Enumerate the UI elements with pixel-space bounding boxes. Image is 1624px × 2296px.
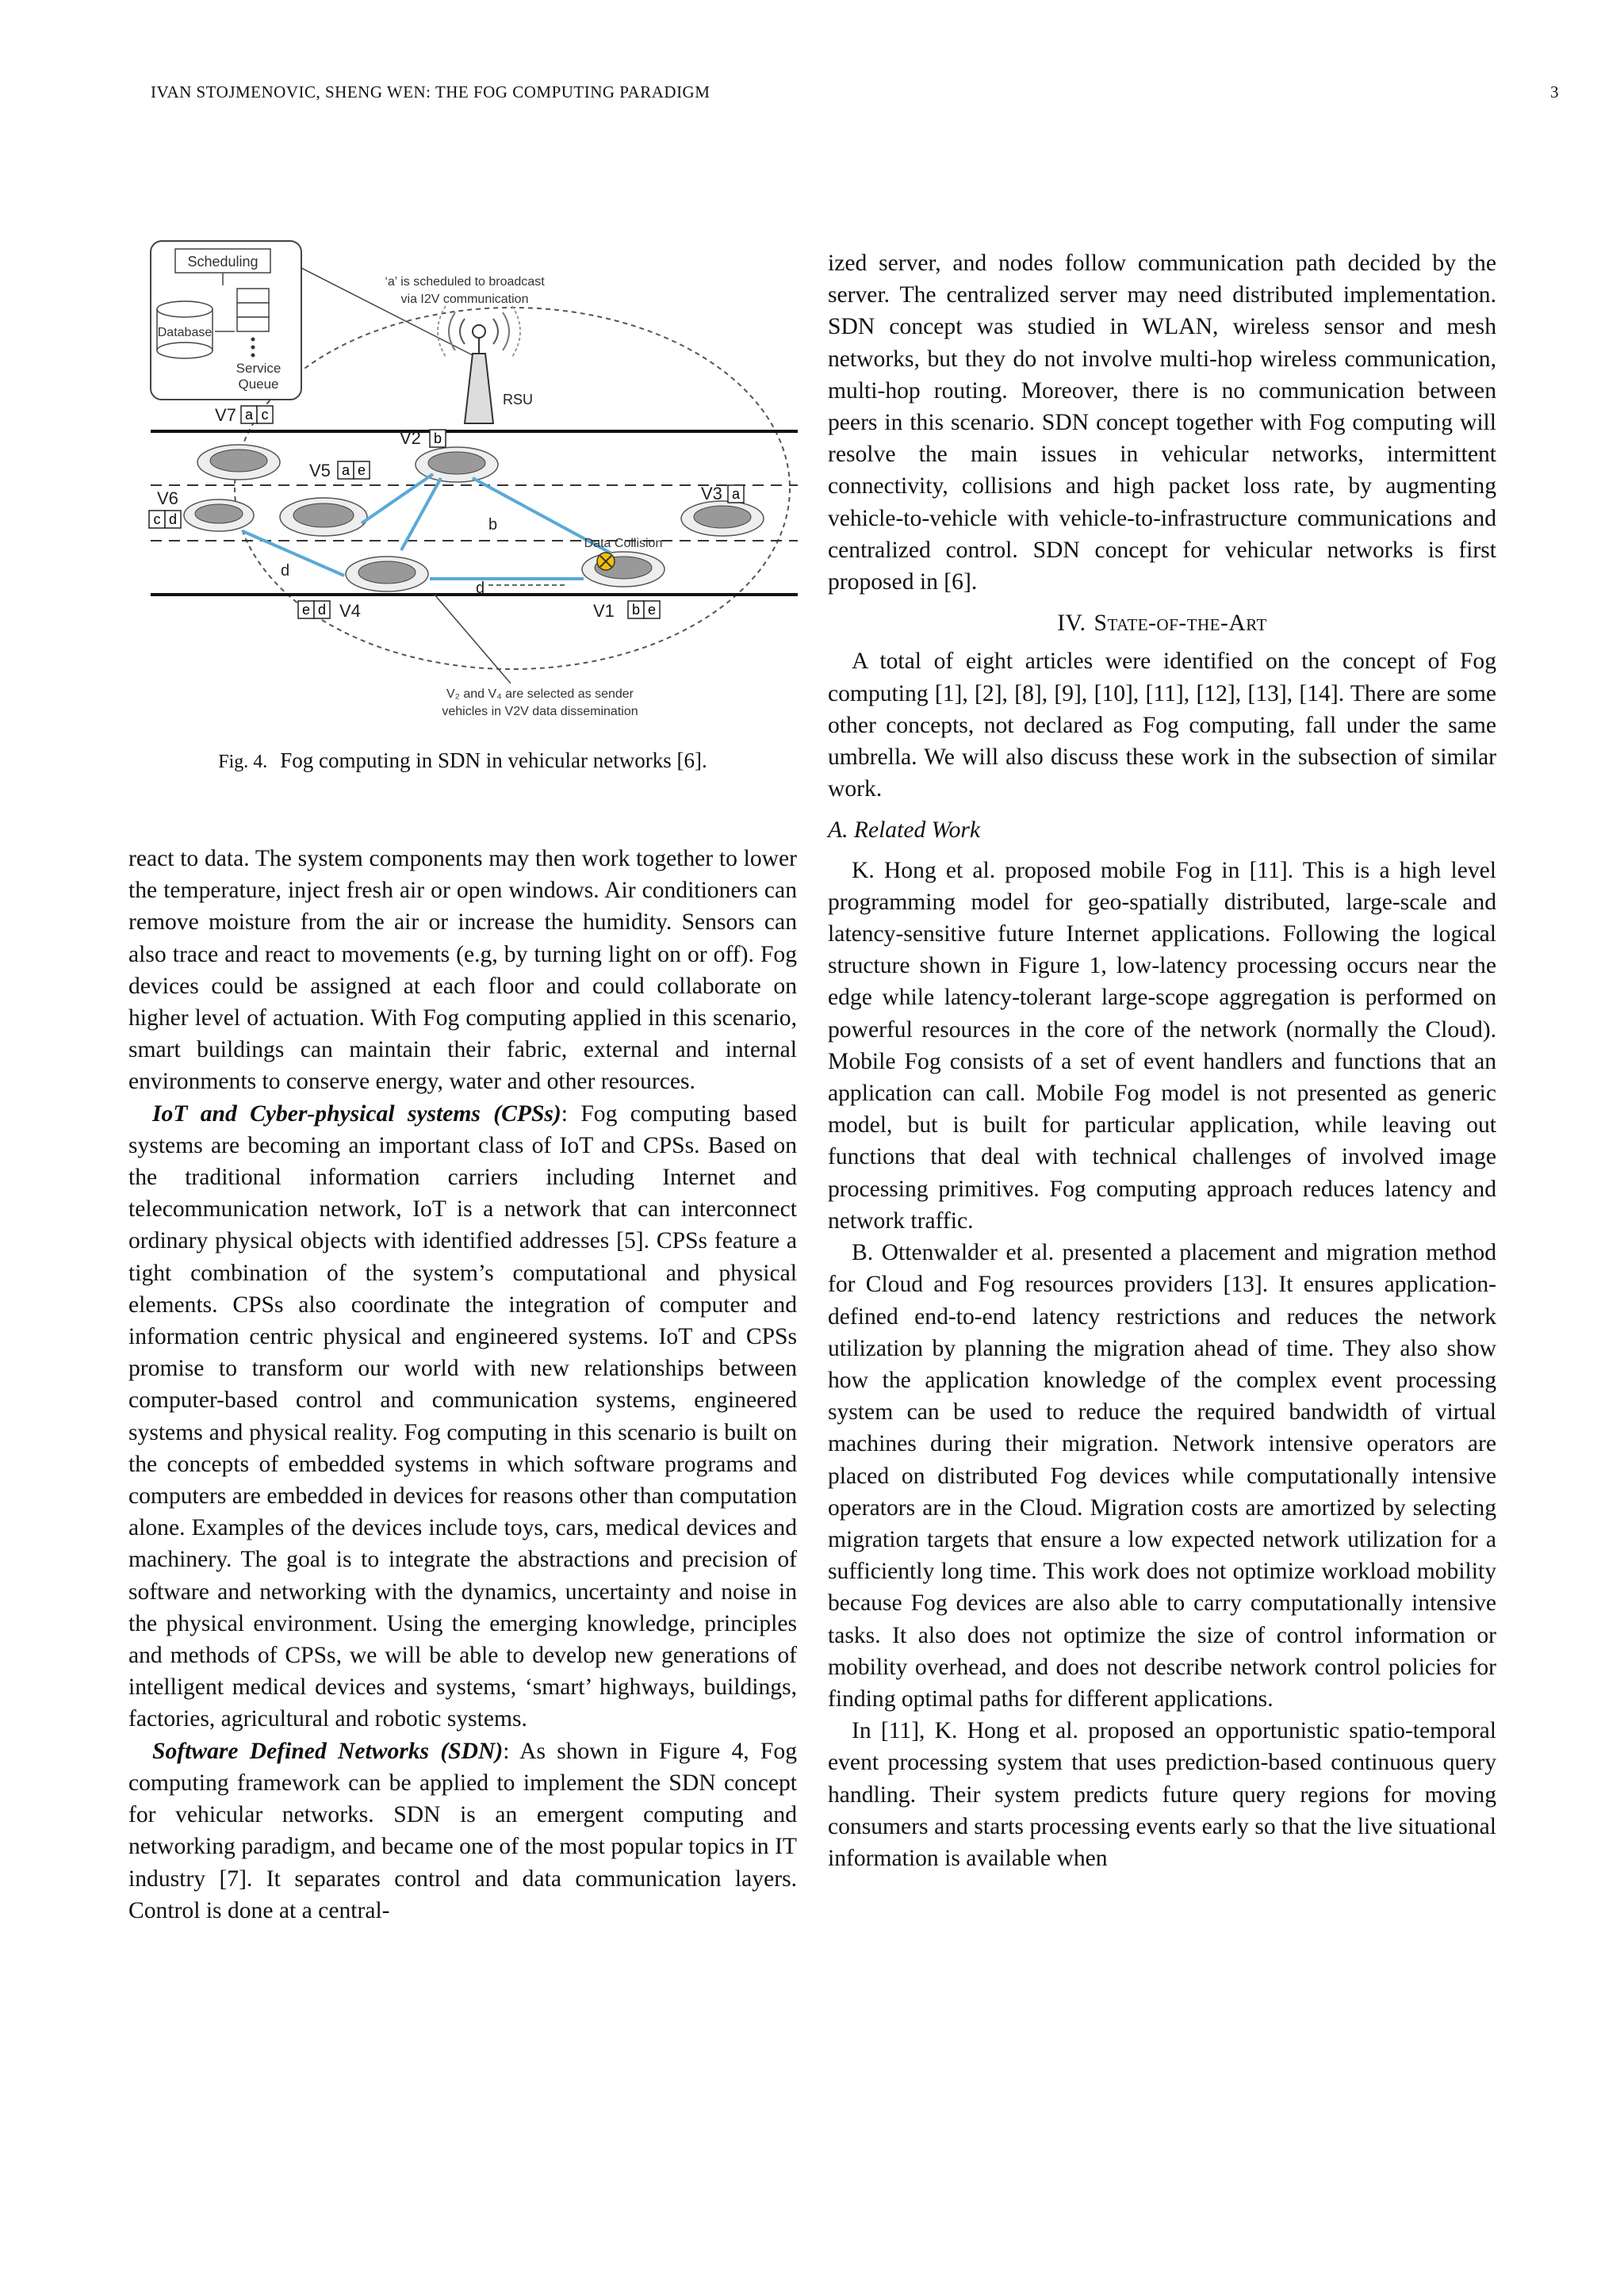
vehicle-v5 (280, 498, 367, 536)
paragraph: A total of eight articles were identified on the concept of Fog computing [1], [2], [8], [9], [10], [11], [12], [13], [14]. There are some other concepts, not declared as Fog computing, fall under the same umbrella. We will also discuss these work in the subsection of similar work. (828, 649, 1496, 802)
vehicle-v4 (346, 557, 428, 591)
subsection-heading: A. Related Work (828, 817, 981, 844)
v3-label: V3 (701, 484, 722, 503)
section-heading (828, 607, 1496, 639)
v2-tag-1: b (433, 430, 442, 446)
v1-label: V1 (593, 601, 615, 621)
running-title: IVAN STOJMENOVIC, SHENG WEN: THE FOG COMPUTING PARADIGM (151, 82, 710, 101)
paragraph-heading: IoT and Cyber-physical systems (CPSs) (152, 1100, 561, 1127)
vehicle-v6 (184, 499, 254, 531)
sender-note-2: vehicles in V2V data dissemination (442, 705, 638, 718)
v2-label: V2 (400, 428, 421, 448)
right-column (828, 247, 1496, 1874)
vehicle-v3 (681, 501, 764, 536)
paragraph-body: : As shown in Figure 4, Fog computing framework can be applied to implement the SDN concept for vehicular networks. SDN is an emergent computing and networking paradigm, and became one of the most popular topics in IT industry [7]. It separates control and data communication layers. Control is done at a central- (128, 1738, 797, 1923)
paragraph-body: : Fog computing based systems are becoming an important class of IoT and CPSs. Based on the traditional information carriers including Internet and telecommunication network, IoT is a network that can interconnect ordinary physical objects with identified addresses [5]. CPSs feature a tight combination of the system’s computational and physical elements. CPSs also coordinate the integration of computer and information centric physical and engineered systems. IoT and CPSs promise to transform our world with new relationships between computer-based control and communication systems, engineered systems and physical reality. Fog computing in this scenario is built on the concepts of embedded systems in which software programs and computers are embedded in devices for reasons other than computation alone. Examples of the devices include toys, cars, medical devices and machinery. The goal is to integrate the abstractions and precision of software and networking with the dynamics, uncertainty and noise in the physical environment. Using the emerging knowledge, principles and methods of CPSs, we will be able to develop new generations of intelligent medical devices and systems, ‘smart’ highways, buildings, factories, agricultural and robotic systems. (128, 1100, 798, 1732)
rsu-label: RSU (503, 392, 534, 408)
v6-tag-2: d (168, 511, 178, 527)
link-d1-label: d (281, 562, 290, 580)
v6-label: V6 (157, 488, 178, 508)
paragraph: In [11], K. Hong et al. proposed an opportunistic spatio-temporal event processing system that uses prediction-based continuous query handling. Their system predicts future query regions for moving consumers and starts processing events early so that the live situational information is available when (828, 1718, 1496, 1871)
paragraph (128, 1735, 797, 1927)
vehicle-v7 (197, 445, 280, 480)
v4-tag-2: d (317, 602, 327, 618)
figure-caption-text: Fog computing in SDN in vehicular networks [6]. (280, 748, 707, 772)
link-d2-label: d (476, 580, 485, 597)
link-b-label: b (488, 516, 498, 534)
sdn-vehicular-diagram (140, 236, 806, 728)
v5-tag-1: a (341, 462, 350, 478)
figure-label: Fig. 4. (218, 752, 268, 772)
service-queue-label-2: Queue (238, 377, 279, 392)
v4-label: V4 (339, 601, 361, 621)
left-column (128, 843, 797, 1927)
v5-tag-2: e (357, 462, 366, 478)
v6-tag-1: c (153, 511, 161, 527)
v4-tag-1: e (301, 602, 311, 618)
service-queue-label-1: Service (236, 361, 282, 376)
database-label: Database (157, 326, 213, 339)
paragraph: K. Hong et al. proposed mobile Fog in [11]. This is a high level programming model for geo-spatially distributed, large-scale and latency-sensitive future Internet applications. Following the logical structure shown in Figure 1, low-latency processing occurs near the edge while latency-tolerant large-scope aggregation is performed on powerful resources in the core of the network (normally the Cloud). Mobile Fog consists of a set of event handlers and functions that an application can call. Mobile Fog model is not presented as generic model, but is built for particular application, while leaving out functions that deal with technical challenges of involved image processing primitives. Fog computing approach reduces latency and network traffic. (828, 857, 1496, 1234)
vehicle-v1 (582, 552, 665, 587)
v7-tag-2: c (261, 407, 269, 423)
running-header (151, 82, 1559, 114)
broadcast-note-1: ‘a’ is scheduled to broadcast (385, 275, 545, 289)
paragraph: react to data. The system components may then work together to lower the temperature, inject fresh air or open windows. Air conditioners can remove moisture from the air or increase the humidity. Sensors can also trace and react to movements (e.g, by turning light on or off). Fog devices could be assigned at each floor and could collaborate on higher level of actuation. With Fog computing applied in this scenario, smart buildings can maintain their fabric, external and internal environments to conserve energy, water and other resources. (128, 846, 797, 1095)
section-number: IV. (1057, 610, 1086, 637)
v1-tag-2: e (647, 602, 657, 618)
broadcast-note-2: via I2V communication (400, 293, 529, 306)
v3-tag-1: a (731, 486, 741, 502)
v7-tag-1: a (244, 407, 254, 423)
paragraph: B. Ottenwalder et al. presented a placement and migration method for Cloud and Fog resources providers [13]. It ensures application-defined end-to-end latency restrictions and reduces the network utilization by planning the migration ahead of time. They also show how the application knowledge of the complex event processing system can be used to reduce the required bandwidth of virtual machines during their migration. Network intensive operators are placed on distributed Fog devices while computationally intensive operators are in the Cloud. Migration costs are amortized by selecting migration targets that ensure a low expected network utilization for a sufficiently long time. This work does not optimize workload mobility because Fog devices are also able to carry computationally intensive tasks. It also does not optimize the size of control information or mobility overhead, and does not describe network control policies for finding optimal paths for different applications. (828, 1240, 1496, 1712)
page-number: 3 (1550, 82, 1559, 101)
figure-4-diagram (140, 236, 806, 728)
data-collision-label: Data Collision (584, 537, 663, 550)
scheduling-label: Scheduling (187, 254, 259, 270)
paragraph-heading: Software Defined Networks (SDN) (152, 1738, 504, 1764)
paragraph (128, 1098, 797, 1735)
figure-caption (128, 746, 797, 776)
section-title: State-of-the-Art (1094, 610, 1267, 637)
v5-label: V5 (309, 461, 331, 480)
paragraph: ized server, and nodes follow communication path decided by the server. The centralized server may need distributed implementation. SDN concept was studied in WLAN, wireless sensor and mesh networks, but they do not involve multi-hop wireless communication, multi-hop routing. Moreover, there is no communication between peers in this scenario. SDN concept together with Fog computing will resolve the main issues in vehicular networks, intermittent connectivity, collisions and high packet loss rate, by augmenting vehicle-to-vehicle with vehicle-to-infrastructure communications and centralized control. SDN concept for vehicular networks is first proposed in [6]. (828, 251, 1496, 595)
v1-tag-1: b (631, 602, 641, 618)
v7-label: V7 (215, 405, 236, 425)
collision-icon (597, 553, 615, 570)
sender-note-1: V₂ and V₄ are selected as sender (446, 687, 634, 701)
